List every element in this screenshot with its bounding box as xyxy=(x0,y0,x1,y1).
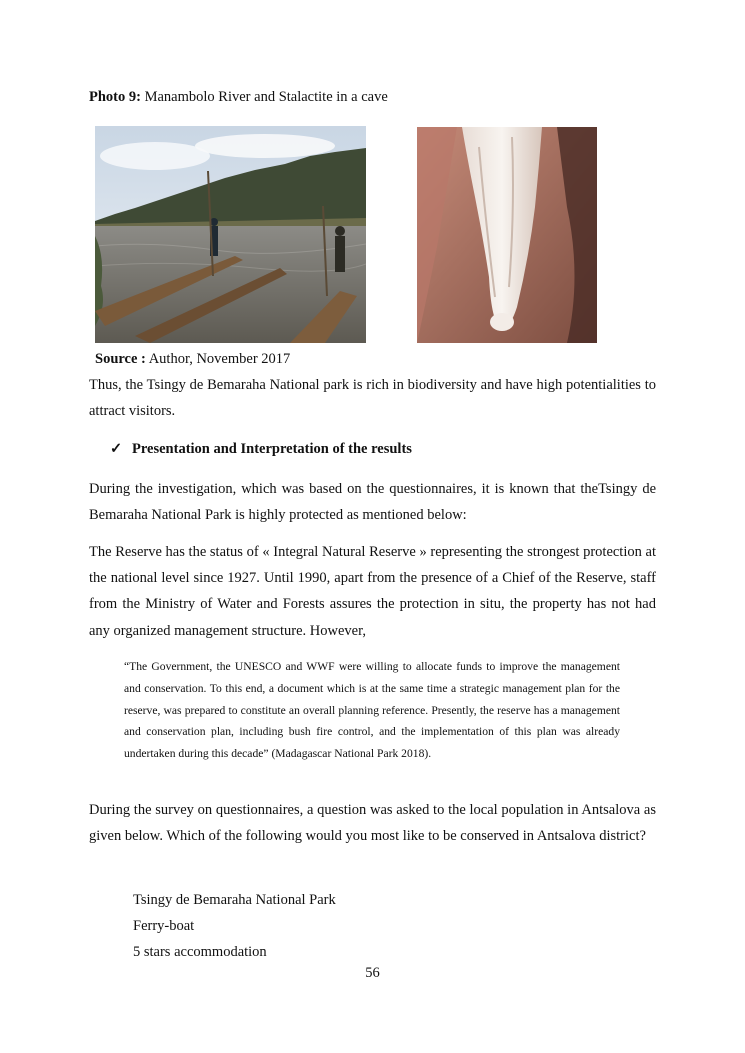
option-item-3: 5 stars accommodation xyxy=(133,944,267,960)
paragraph-investigation: During the investigation, which was based on the questionnaires, it is known that theTsingy de Bemaraha National Park is highly protected as mentioned below: xyxy=(89,481,656,524)
photo-source-label: Source : xyxy=(95,351,146,367)
paragraph-biodiversity: Thus, the Tsingy de Bemaraha National park is rich in biodiversity and have high potentialities to attract visitors. xyxy=(89,377,656,420)
photo-caption-text: Manambolo River and Stalactite in a cave xyxy=(140,89,388,105)
river-photo xyxy=(95,126,366,343)
option-item-1: Tsingy de Bemaraha National Park xyxy=(133,892,336,908)
block-quote: “The Government, the UNESCO and WWF were willing to allocate funds to improve the management and conservation. To this end, a document which is at the same time a strategic management plan for the reserve, was prepared to constitute an overall planning reference. Presently, the reserve has a management and conservation plan, including bush fire control, and the implementation of this plan was already undertaken during this decade” (Madagascar National Park 2018). xyxy=(124,660,620,761)
checkmark-icon: ✓ xyxy=(110,441,123,457)
section-heading xyxy=(110,438,412,460)
stalactite-photo xyxy=(417,127,597,343)
river-photo-graphic xyxy=(95,126,366,343)
option-item-2: Ferry-boat xyxy=(133,918,195,934)
section-heading-text: Presentation and Interpretation of the results xyxy=(132,441,412,457)
photo-source-text: Author, November 2017 xyxy=(145,351,291,367)
paragraph-survey-question: During the survey on questionnaires, a question was asked to the local population in Antsalova as given below. Which of the following would you most like to be conserved in Antsalova district? xyxy=(89,802,656,845)
page-number: 56 xyxy=(365,965,380,981)
photo-caption xyxy=(89,87,388,107)
paragraph-reserve-status: The Reserve has the status of « Integral Natural Reserve » representing the strongest protection at the national level since 1927. Until 1990, apart from the presence of a Chief of the Reserve, staff from the Ministry of Water and Forests assures the protection in situ, the property has not had any organized management structure. However, xyxy=(89,544,656,639)
stalactite-photo-graphic xyxy=(417,127,597,343)
photo-source xyxy=(95,349,290,369)
photo-caption-label: Photo 9: xyxy=(89,89,141,105)
